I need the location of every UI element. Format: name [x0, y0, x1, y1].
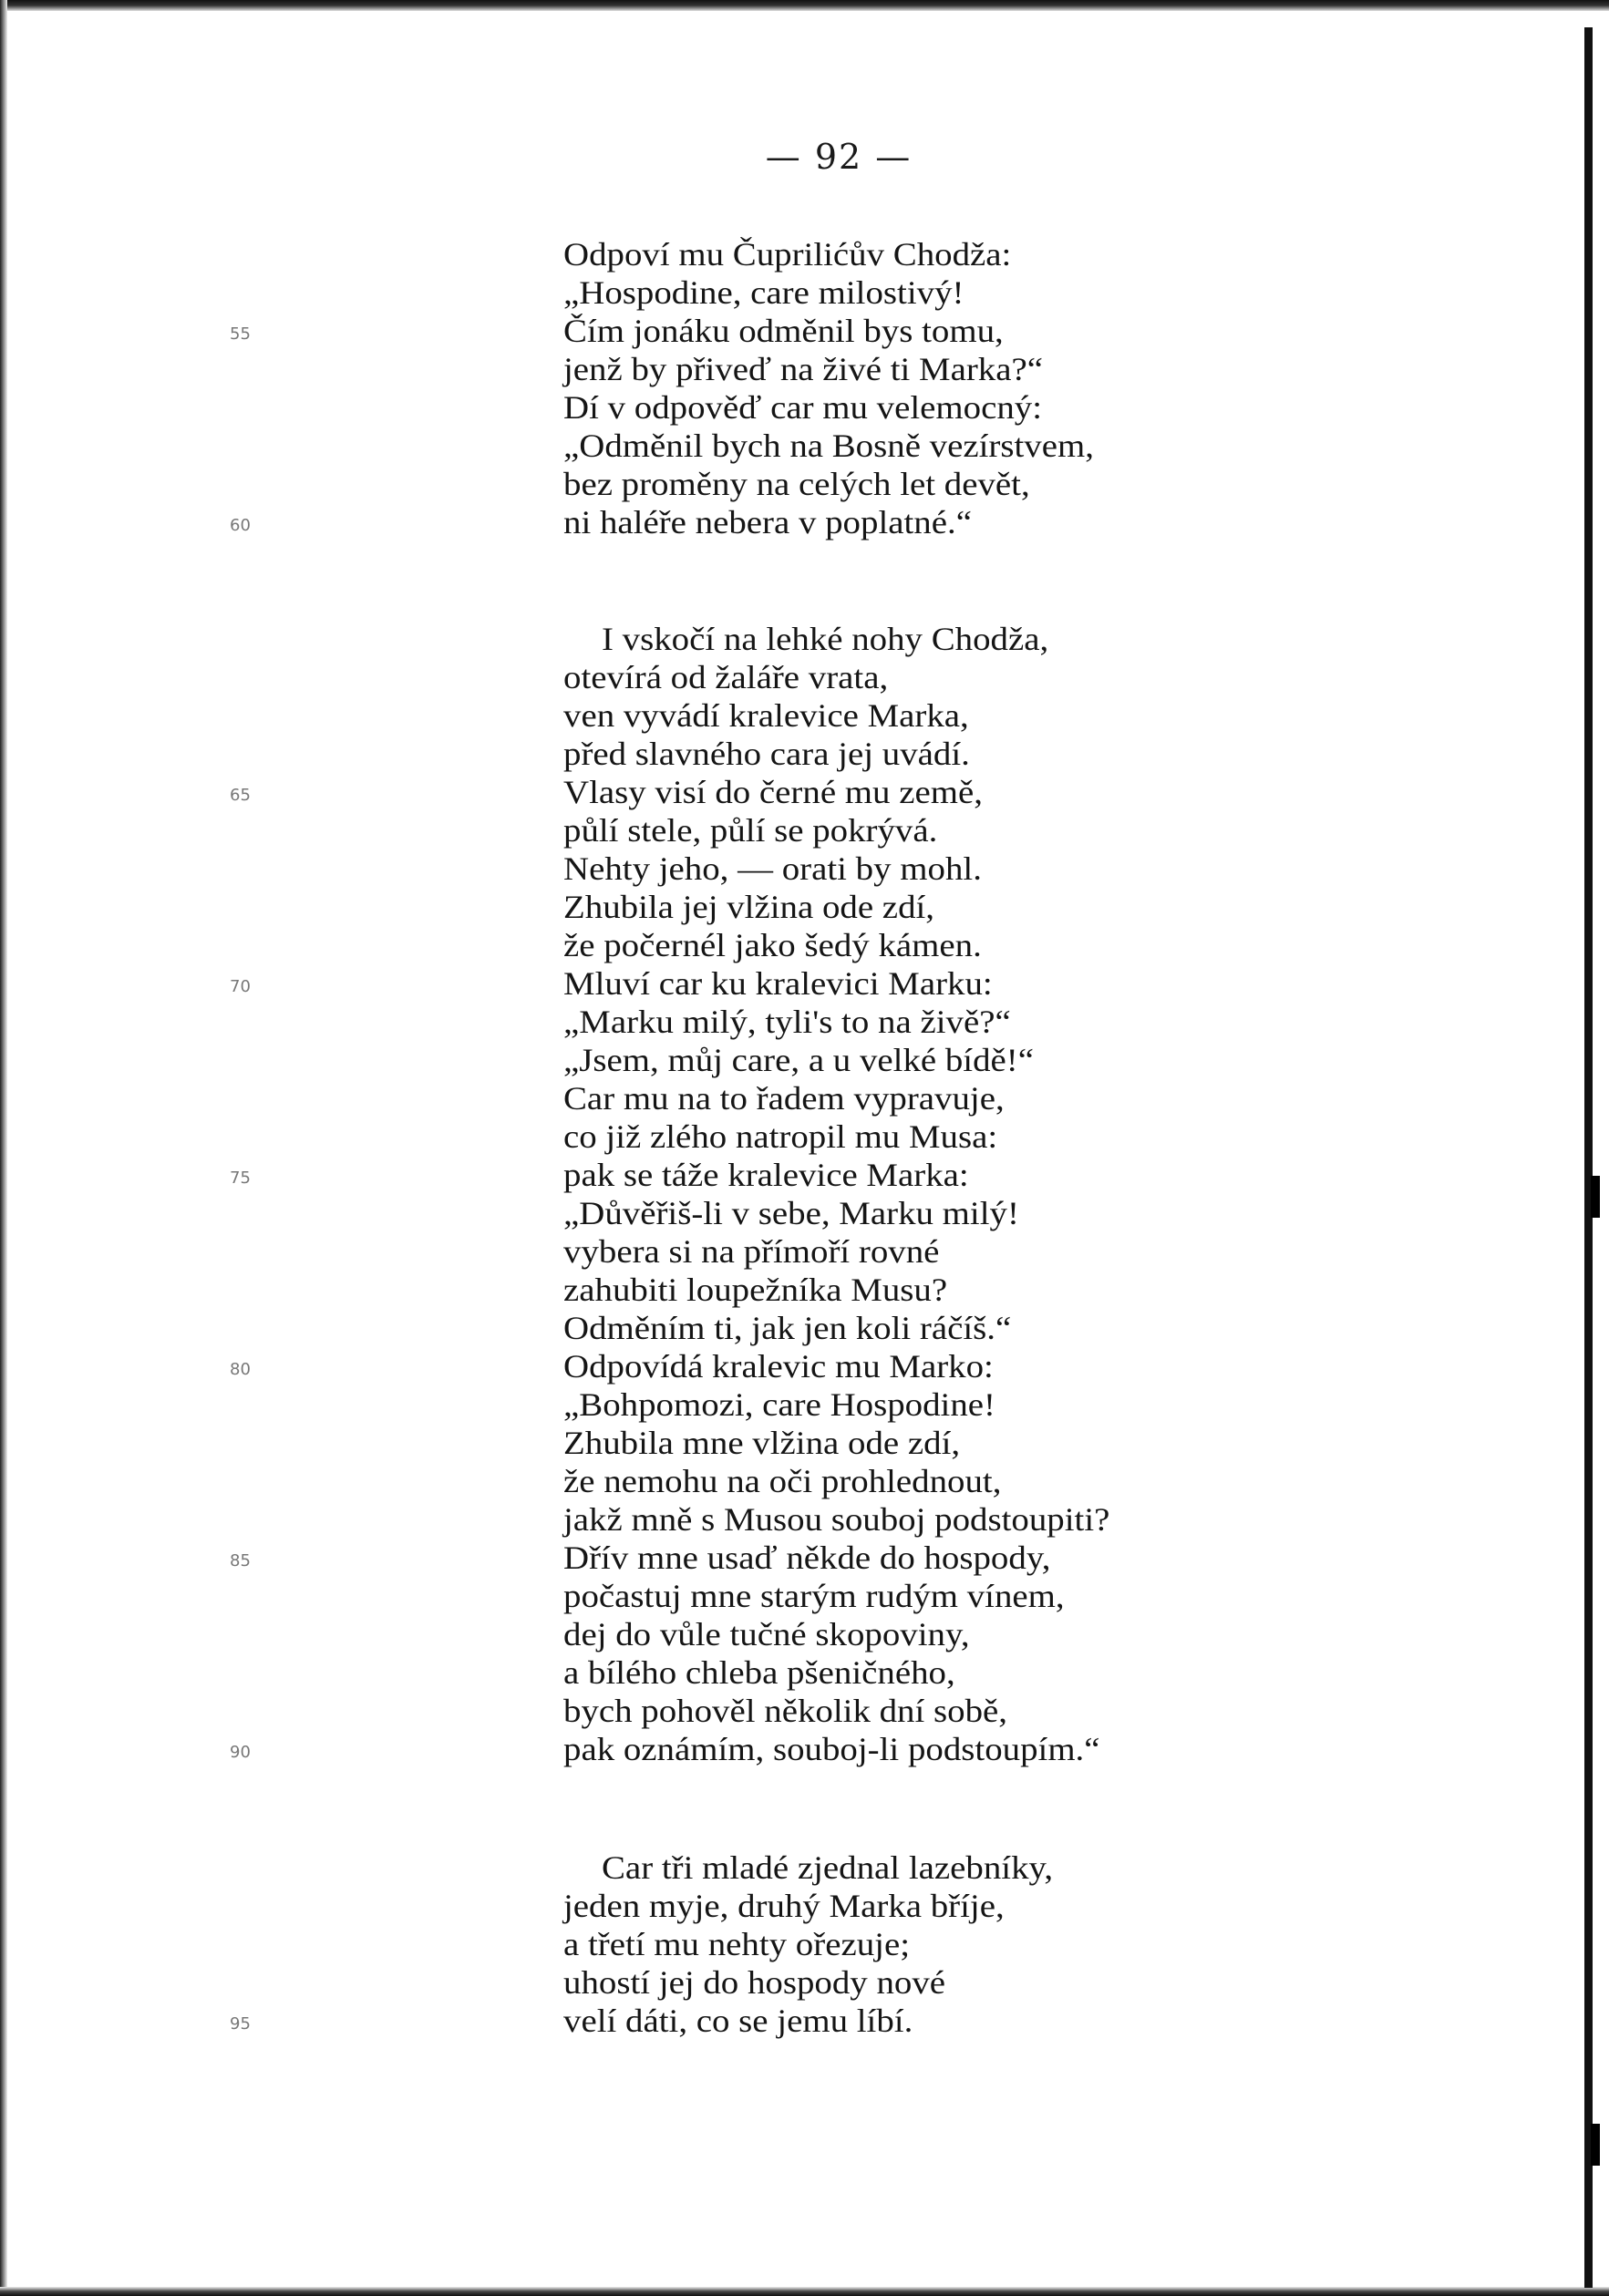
margin-line-number: 60 [230, 516, 251, 535]
verse-line: bez proměny na celých let devět, [563, 466, 1030, 502]
margin-line-number: 70 [230, 977, 251, 996]
gutter-notch [1591, 2124, 1600, 2166]
verse-line: že počernél jako šedý kámen. [563, 927, 982, 963]
page-number: — 92 — [765, 137, 913, 177]
verse-line: ni haléře nebera v poplatné.“ [563, 504, 972, 541]
verse-line: pak oznámím, souboj-li podstoupím.“ [563, 1731, 1100, 1767]
verse-line: Zhubila jej vlžina ode zdí, [563, 889, 935, 925]
verse-line: pak se táže kralevice Marka: [563, 1157, 969, 1193]
scan-edge-left [0, 0, 7, 2296]
verse-line: že nemohu na oči prohlednout, [563, 1463, 1002, 1499]
verse-line: co již zlého natropil mu Musa: [563, 1118, 998, 1155]
verse-line: Čím jonáku odměnil bys tomu, [563, 313, 1004, 349]
verse-line: „Marku milý, tyli's to na živě?“ [563, 1004, 1011, 1040]
verse-line: Odpovídá kralevic mu Marko: [563, 1348, 994, 1385]
verse-line: „Důvěřiš-li v sebe, Marku milý! [563, 1195, 1019, 1231]
verse-line: vybera si na přímoří rovné [563, 1233, 940, 1270]
binding-gutter [1584, 27, 1593, 2288]
verse-line: dej do vůle tučné skopoviny, [563, 1616, 970, 1653]
verse-line: a třetí mu nehty ořezuje; [563, 1926, 911, 1962]
verse-line: jakž mně s Musou souboj podstoupiti? [563, 1501, 1110, 1538]
verse-line: jenž by přiveď na živé ti Marka?“ [563, 351, 1044, 387]
verse-line: před slavného cara jej uvádí. [563, 736, 970, 772]
gutter-notch [1591, 1176, 1600, 1218]
verse-line: Odpoví mu Čuprilićův Chodža: [563, 236, 1012, 273]
verse-line: Zhubila mne vlžina ode zdí, [563, 1425, 961, 1461]
verse-line: Dřív mne usaď někde do hospody, [563, 1539, 1051, 1576]
verse-line: otevírá od žaláře vrata, [563, 659, 889, 695]
verse-line: „Bohpomozi, care Hospodine! [563, 1386, 995, 1423]
verse-line: Odměním ti, jak jen koli ráčíš.“ [563, 1310, 1012, 1346]
verse-line: Vlasy visí do černé mu země, [563, 774, 983, 810]
verse-line: uhostí jej do hospody nové [563, 1964, 946, 2001]
verse-line: Nehty jeho, — orati by mohl. [563, 850, 982, 887]
margin-line-number: 80 [230, 1360, 251, 1379]
verse-line: ven vyvádí kralevice Marka, [563, 697, 969, 734]
verse-line: jeden myje, druhý Marka bříje, [563, 1888, 1005, 1924]
verse-line: velí dáti, co se jemu líbí. [563, 2003, 913, 2039]
margin-line-number: 95 [230, 2014, 251, 2033]
verse-line: Mluví car ku kralevici Marku: [563, 965, 993, 1002]
verse-line: „Jsem, můj care, a u velké bídě!“ [563, 1042, 1035, 1078]
verse-line: zahubiti loupežníka Musu? [563, 1272, 948, 1308]
verse-line: „Odměnil bych na Bosně vezírstvem, [563, 427, 1094, 464]
verse-line: a bílého chleba pšeničného, [563, 1654, 955, 1691]
verse-line: Dí v odpověď car mu velemocný: [563, 389, 1043, 426]
verse-line: I vskočí na lehké nohy Chodža, [602, 621, 1049, 657]
verse-line: „Hospodine, care milostivý! [563, 274, 964, 311]
verse-line: počastuj mne starým rudým vínem, [563, 1578, 1065, 1614]
margin-line-number: 90 [230, 1743, 251, 1762]
verse-line: bych pohověl několik dní sobě, [563, 1693, 1008, 1729]
margin-line-number: 65 [230, 786, 251, 805]
scan-edge-bottom [0, 2287, 1609, 2296]
margin-line-number: 75 [230, 1169, 251, 1188]
verse-line: Car tři mladé zjednal lazebníky, [602, 1849, 1054, 1886]
margin-line-number: 85 [230, 1551, 251, 1570]
verse-line: půlí stele, půlí se pokrývá. [563, 812, 938, 849]
scan-edge-top [0, 0, 1609, 11]
margin-line-number: 55 [230, 324, 251, 344]
verse-line: Car mu na to řadem vypravuje, [563, 1080, 1005, 1117]
